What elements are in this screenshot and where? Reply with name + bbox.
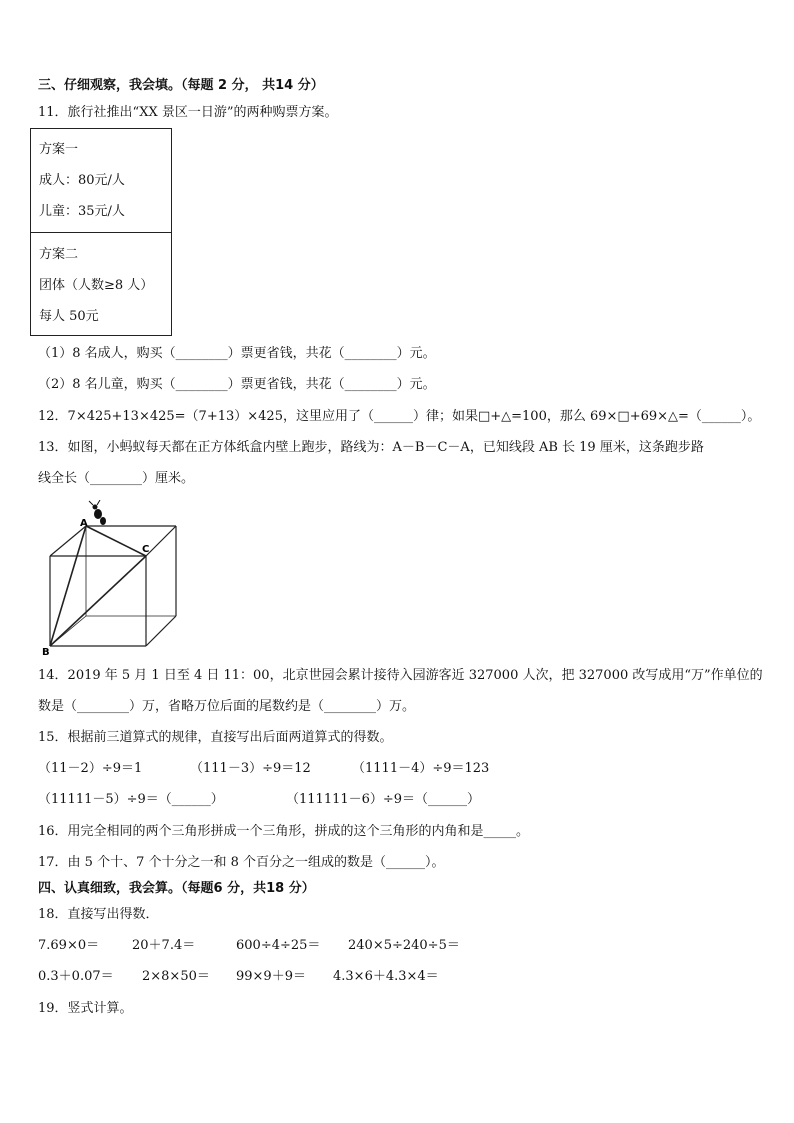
calc-item: 600÷4÷25＝ [236,938,321,953]
ticket-plans-table [30,128,172,336]
question-14-line1: 14．2019 年 5 月 1 日至 4 日 11：00，北京世园会累计接待入园游客近 327000 人次，把 327000 改写成用“万”作单位的 [38,668,763,683]
plan1-title: 方案一 [39,142,79,157]
pattern-expression: （11－2）÷9＝1 [38,761,143,776]
calc-item: 4.3×6＋4.3×4＝ [333,969,439,984]
pattern-expression: （1111－4）÷9＝123 [352,761,490,776]
question-18-stem: 18．直接写出得数． [38,907,159,922]
plan-divider [31,232,171,233]
plan1-adult-price: 成人：80元/人 [39,173,125,188]
vertex-b-label: B [42,647,50,658]
question-14-line2: 数是（________）万，省略万位后面的尾数约是（________）万。 [38,699,416,714]
cube-figure [36,500,186,660]
calc-item: 99×9＋9＝ [236,969,306,984]
pattern-expression-blank: （111111－6）÷9＝（______） [286,792,481,807]
vertex-c-label: C [142,544,150,555]
question-19-stem: 19．竖式计算。 [38,1001,133,1016]
plan2-price: 每人 50元 [39,309,99,324]
plan2-title: 方案二 [39,247,79,262]
question-17-text: 17．由 5 个十、7 个十分之一和 8 个百分之一组成的数是（______）。 [38,855,445,870]
question-11-stem: 11．旅行社推出“XX 景区一日游”的两种购票方案。 [38,105,338,120]
route-ab [50,526,86,646]
cube-edge [50,526,86,556]
section-4-heading: 四、认真细致，我会算。（每题6 分，共18 分） [38,881,315,896]
calc-item: 7.69×0＝ [38,938,100,953]
question-11-sub2: （2）8 名儿童，购买（________）票更省钱，共花（________）元。 [38,377,436,392]
ant-icon [89,500,106,525]
question-11-sub1: （1）8 名成人，购买（________）票更省钱，共花（________）元。 [38,346,436,361]
question-15-stem: 15．根据前三道算式的规律，直接写出后面两道算式的得数。 [38,730,393,745]
pattern-expression: （111－3）÷9＝12 [190,761,311,776]
vertex-a-label: A [80,518,88,529]
section-3-heading: 三、仔细观察，我会填。（每题 2 分， 共14 分） [38,78,324,93]
pattern-expression-blank: （11111－5）÷9＝（______） [38,792,224,807]
calc-item: 2×8×50＝ [142,969,210,984]
question-13-line1: 13．如图，小蚂蚁每天都在正方体纸盒内壁上跑步，路线为：A－B－C－A，已知线段 AB 长 19 厘米，这条跑步路 [38,440,704,455]
route-bc [50,556,146,646]
question-13-line2: 线全长（________）厘米。 [38,471,195,486]
question-16-text: 16．用完全相同的两个三角形拼成一个三角形，拼成的这个三角形的内角和是_____。 [38,824,530,839]
plan2-group-condition: 团体（人数≥8 人） [39,278,154,293]
calc-item: 0.3＋0.07＝ [38,969,114,984]
plan1-child-price: 儿童：35元/人 [39,204,125,219]
cube-edge [146,526,176,556]
calc-item: 20＋7.4＝ [132,938,196,953]
route-ca [86,526,146,556]
cube-edge [146,616,176,646]
calc-item: 240×5÷240÷5＝ [348,938,460,953]
question-12-text: 12．7×425+13×425=（7+13）×425，这里应用了（______）律；如果□+△=100，那么 69×□+69×△=（______）。 [38,409,761,424]
